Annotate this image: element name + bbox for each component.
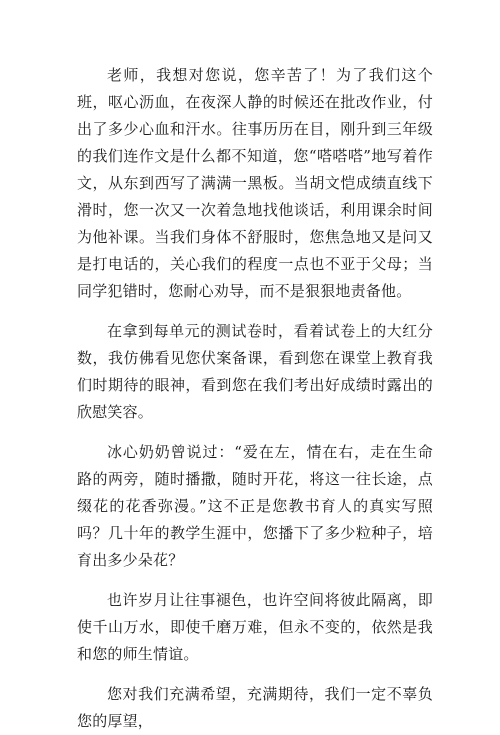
- paragraph-2: 在拿到每单元的测试卷时，看着试卷上的大红分数，我仿佛看见您伏案备课，看到您在课堂上教育我们时期待的眼神，看到您在我们考出好成绩时露出的欣慰笑容。: [77, 322, 433, 421]
- paragraph-3: 冰心奶奶曾说过：“爱在左，情在右，走在生命路的两旁，随时播撒，随时开花，将这一往长途，点缀花的花香弥漫。”这不正是您教书育人的真实写照吗？几十年的教学生涯中，您播下了多少粒种子，培育出多少朵花？: [77, 443, 433, 569]
- paragraph-4: 也许岁月让往事褪色，也许空间将彼此隔离，即使千山万水，即使千磨万难，但永不变的，依然是我和您的师生情谊。: [77, 591, 433, 663]
- paragraph-1: 老师，我想对您说，您辛苦了！为了我们这个班，呕心沥血，在夜深人静的时候还在批改作业，付出了多少心血和汗水。往事历历在目，刚升到三年级的我们连作文是什么都不知道，您“嗒嗒嗒”地写着作文，从东到西写了满满一黑板。当胡文恺成绩直线下滑时，您一次又一次着急地找他谈话，利用课余时间为他补课。当我们身体不舒服时，您焦急地又是问又是打电话的，关心我们的程度一点也不亚于父母；当同学犯错时，您耐心劝导，而不是狠狠地责备他。: [77, 66, 433, 300]
- essay-body: [77, 62, 433, 735]
- paragraph-5: 您对我们充满希望，充满期待，我们一定不辜负您的厚望，: [77, 685, 433, 730]
